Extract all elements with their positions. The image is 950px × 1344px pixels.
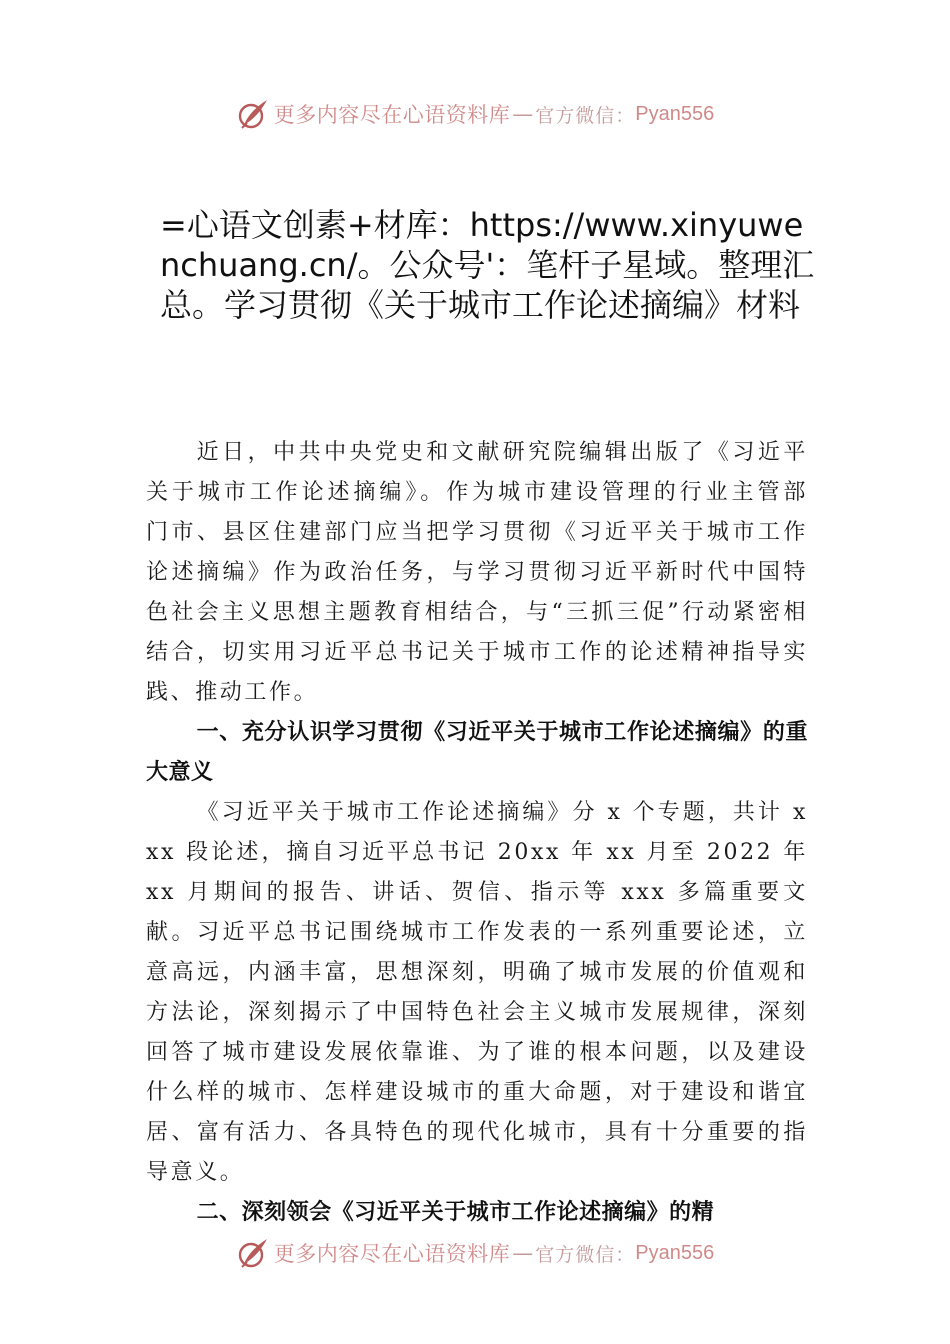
footer-watermark-banner xyxy=(0,1233,950,1273)
watermark-dash: — xyxy=(512,1241,534,1265)
quill-circle-logo-icon xyxy=(236,1236,270,1270)
watermark-sub-text: 官方微信： xyxy=(535,104,636,127)
body-paragraph: 《习近平关于城市工作论述摘编》分 x 个专题，共计 xxx 段论述，摘自习近平总书记 20xx 年 xx 月至 2022 年 xx 月期间的报告、讲话、贺信、指示等 xxx 多篇重要文献。习近平总书记围绕城市工作发表的一系列重要论述，立意高远，内涵丰富，思想深刻，明确了城市发展的价值观和方法论，深刻揭示了中国特色社会主义城市发展规律，深刻回答了城市建设发展依靠谁、为了谁的根本问题，以及建设什么样的城市、怎样建设城市的重大命题，对于建设和谐宜居、富有活力、各具特色的现代化城市，具有十分重要的指导意义。 xyxy=(146,800,808,1185)
section-heading: 二、深刻领会《习近平关于城市工作论述摘编》的精 xyxy=(196,1200,715,1225)
watermark-main-text: 更多内容尽在心语资料库 xyxy=(273,1242,511,1266)
document-title: =心语文创素+材库：https://www.xinyuwenchuang.cn/。公众号'：笔杆子星域。整理汇总。学习贯彻《关于城市工作论述摘编》材料 xyxy=(160,206,815,324)
quill-circle-logo-icon xyxy=(236,97,270,131)
watermark-handle: Pyan556 xyxy=(635,1241,715,1264)
watermark-handle: Pyan556 xyxy=(635,102,715,125)
header-watermark-banner xyxy=(0,94,950,134)
watermark-sub-text: 官方微信： xyxy=(535,1243,636,1266)
watermark-main-text: 更多内容尽在心语资料库 xyxy=(273,103,511,127)
body-paragraph: 近日，中共中央党史和文献研究院编辑出版了《习近平关于城市工作论述摘编》。作为城市建设管理的行业主管部 门市、县区住建部门应当把学习贯彻《习近平关于城市工作论述摘编》作为政治任务，与学习贯彻习近平新时代中国特色社会主义思想主题教育相结合，与“三抓三促”行动紧密相结合，切实用习近平总书记关于城市工作的论述精神指导实践、推动工作。 xyxy=(146,440,808,705)
watermark-dash: — xyxy=(512,102,534,126)
document-body xyxy=(146,433,808,1233)
section-heading: 一、充分认识学习贯彻《习近平关于城市工作论述摘编》的重大意义 xyxy=(146,720,808,785)
